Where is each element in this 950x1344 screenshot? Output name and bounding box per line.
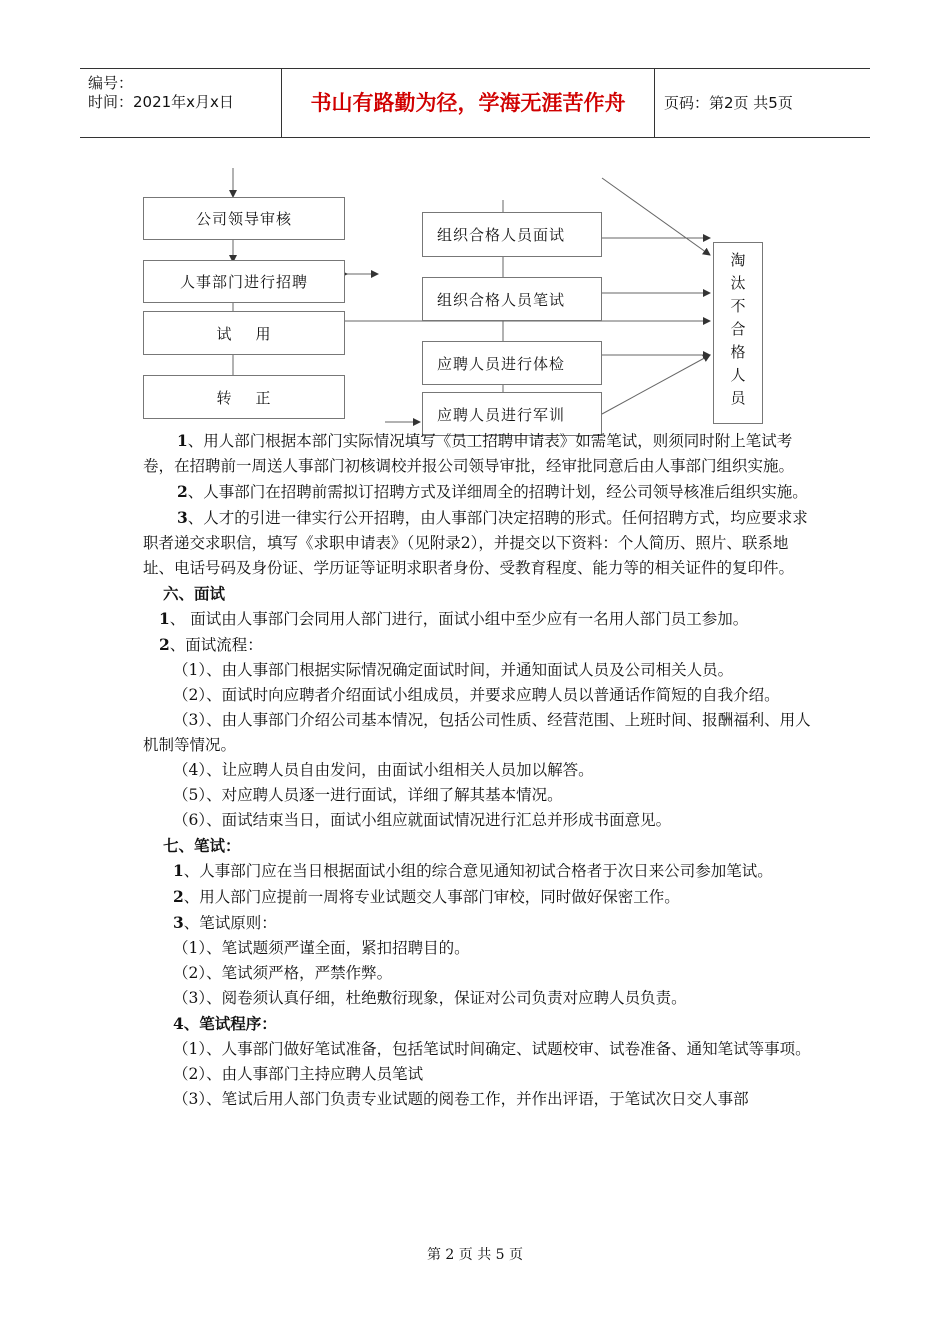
paragraph-text: 、人事部门应在当日根据面试小组的综合意见通知初试合格者于次日来公司参加笔试。 — [183, 862, 773, 880]
paragraph — [143, 884, 811, 910]
paragraph-text: （2）、笔试须严格，严禁作弊。 — [173, 964, 393, 982]
document-body — [143, 428, 811, 1112]
flow-step-physical-exam: 应聘人员进行体检 — [422, 341, 602, 385]
paragraph — [143, 479, 811, 505]
paragraph — [143, 632, 811, 658]
flow-step-regular: 转 正 — [143, 375, 345, 419]
paragraph-text: （3）、由人事部门介绍公司基本情况，包括公司性质、经营范围、上班时间、报酬福利、用人机制等情况。 — [143, 711, 811, 754]
paragraph — [143, 783, 811, 808]
recruitment-flowchart — [0, 0, 950, 430]
paragraph-text: 、用人部门应提前一周将专业试题交人事部门审校，同时做好保密工作。 — [183, 888, 680, 906]
paragraph-text: （3）、笔试后用人部门负责专业试题的阅卷工作，并作出评语，于笔试次日交人事部 — [173, 1090, 749, 1108]
paragraph-text: （2）、由人事部门主持应聘人员笔试 — [173, 1065, 424, 1083]
paragraph — [143, 758, 811, 783]
paragraph-number: 2 — [177, 482, 188, 501]
paragraph — [143, 683, 811, 708]
paragraph — [143, 833, 811, 858]
paragraph-text: 七、笔试： — [163, 836, 241, 855]
connector-line — [602, 355, 710, 414]
paragraph — [143, 986, 811, 1011]
paragraph-text: 、用人部门根据本部门实际情况填写《员工招聘申请表》如需笔试，则须同时附上笔试考卷，在招聘前一周送人事部门初核调校并报公司领导审批，经审批同意后由人事部门组织实施。 — [143, 432, 795, 475]
flow-step-hr-recruit: 人事部门进行招聘 — [143, 260, 345, 303]
paragraph-number: 2 — [173, 887, 184, 906]
flow-step-reject-unqualified: 淘 汰 不 合 格 人 员 — [713, 242, 763, 424]
header-motto: 书山有路勤为径，学海无涯苦作舟 — [282, 69, 655, 137]
paragraph — [143, 581, 811, 606]
paragraph-number: 1 — [159, 609, 170, 628]
connector-line — [602, 178, 710, 255]
paragraph — [143, 936, 811, 961]
paragraph — [143, 1037, 811, 1062]
paragraph-text: 、笔试原则： — [183, 914, 277, 932]
paragraph-text: （2）、面试时向应聘者介绍面试小组成员，并要求应聘人员以普通话作简短的自我介绍。 — [173, 686, 780, 704]
paragraph — [143, 1062, 811, 1087]
paragraph-number: 3 — [177, 508, 188, 527]
paragraph-text: （4）、让应聘人员自由发问，由面试小组相关人员加以解答。 — [173, 761, 594, 779]
paragraph — [143, 606, 811, 632]
paragraph-number: 3 — [173, 913, 184, 932]
flow-step-leader-review: 公司领导审核 — [143, 197, 345, 240]
paragraph-number: 4 — [173, 1014, 184, 1033]
paragraph — [143, 708, 811, 758]
paragraph-text: （3）、阅卷须认真仔细，杜绝敷衍现象，保证对公司负责对应聘人员负责。 — [173, 989, 687, 1007]
paragraph — [143, 428, 811, 479]
paragraph-text: （5）、对应聘人员逐一进行面试，详细了解其基本情况。 — [173, 786, 563, 804]
page-footer: 第 2 页 共 5 页 — [426, 1247, 524, 1263]
paragraph-text: 、笔试程序： — [183, 1014, 277, 1033]
paragraph — [143, 1087, 811, 1112]
serial-label: 编号： — [88, 74, 134, 92]
paragraph — [143, 658, 811, 683]
paragraph-text: 、面试流程： — [169, 636, 263, 654]
paragraph-number: 1 — [173, 861, 184, 880]
flow-step-written-test: 组织合格人员笔试 — [422, 277, 602, 321]
paragraph-text: 、人才的引进一律实行公开招聘，由人事部门决定招聘的形式。任何招聘方式，均应要求求职者递交求职信，填写《求职申请表》（见附录2），并提交以下资料：个人简历、照片、联系地址、电话号码及身份证、学历证等证明求职者身份、受教育程度、能力等的相关证件的复印件。 — [143, 509, 808, 577]
paragraph-number: 1 — [177, 431, 188, 450]
paragraph — [143, 858, 811, 884]
paragraph-number: 2 — [159, 635, 170, 654]
flow-step-military-training: 应聘人员进行军训 — [422, 392, 602, 436]
paragraph-text: （1）、由人事部门根据实际情况确定面试时间，并通知面试人员及公司相关人员。 — [173, 661, 734, 679]
paragraph — [143, 1011, 811, 1037]
paragraph-text: 六、面试 — [163, 584, 226, 603]
paragraph — [143, 505, 811, 581]
paragraph — [143, 808, 811, 833]
paragraph-text: （1）、人事部门做好笔试准备，包括笔试时间确定、试题校审、试卷准备、通知笔试等事项。 — [173, 1040, 811, 1058]
paragraph — [143, 910, 811, 936]
paragraph-text: （6）、面试结束当日，面试小组应就面试情况进行汇总并形成书面意见。 — [173, 811, 672, 829]
paragraph — [143, 961, 811, 986]
flow-step-trial: 试 用 — [143, 311, 345, 355]
flow-step-interview: 组织合格人员面试 — [422, 212, 602, 257]
paragraph-text: 、人事部门在招聘前需拟订招聘方式及详细周全的招聘计划，经公司领导核准后组织实施。 — [187, 483, 808, 501]
paragraph-text: （1）、笔试题须严谨全面，紧扣招聘目的。 — [173, 939, 470, 957]
page-number-label: 页码：第2页 共5页 — [664, 94, 793, 112]
paragraph-text: 、 面试由人事部门会同用人部门进行，面试小组中至少应有一名用人部门员工参加。 — [169, 610, 749, 628]
date-label: 时间：2021年x月x日 — [88, 93, 234, 111]
